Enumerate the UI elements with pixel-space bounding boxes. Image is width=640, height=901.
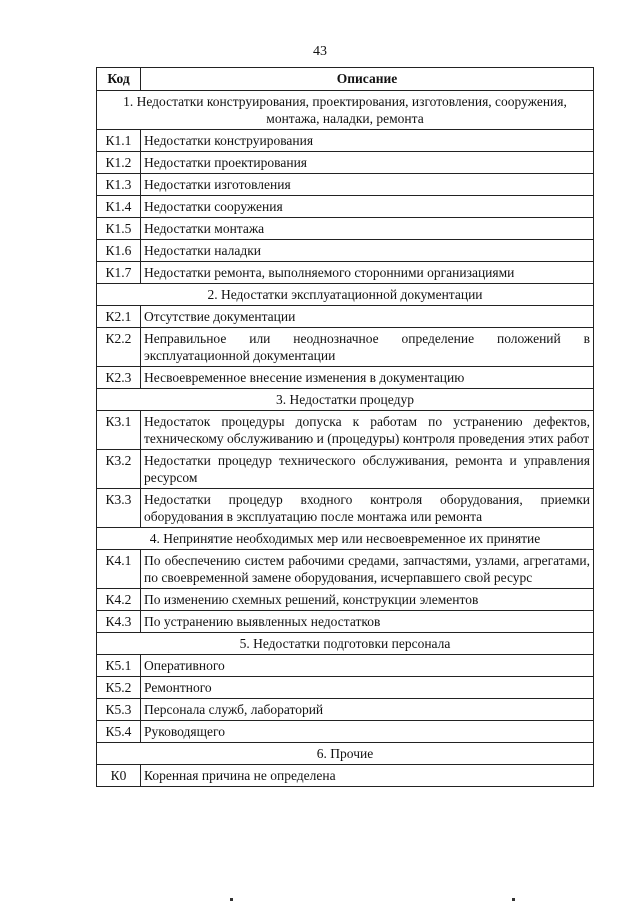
table-row bbox=[97, 655, 594, 677]
table-header-row bbox=[97, 68, 594, 91]
scan-artifacts bbox=[0, 895, 640, 901]
table-row bbox=[97, 306, 594, 328]
table-row bbox=[97, 589, 594, 611]
section-row bbox=[97, 528, 594, 550]
table-row bbox=[97, 196, 594, 218]
row-description: Оперативного bbox=[141, 655, 594, 677]
section-title: 5. Недостатки подготовки персонала bbox=[97, 633, 594, 655]
section-title: 4. Непринятие необходимых мер или несвоевременное их принятие bbox=[97, 528, 594, 550]
row-code: К1.1 bbox=[97, 130, 141, 152]
section-row bbox=[97, 389, 594, 411]
row-code: К1.2 bbox=[97, 152, 141, 174]
table-row bbox=[97, 489, 594, 528]
row-description: По обеспечению систем рабочими средами, запчастями, узлами, агрегатами, по своевременной замене оборудования, исчерпавшего свой ресурс bbox=[141, 550, 594, 589]
row-description: Ремонтного bbox=[141, 677, 594, 699]
row-code: К4.3 bbox=[97, 611, 141, 633]
table-row bbox=[97, 262, 594, 284]
table-row bbox=[97, 152, 594, 174]
row-code: К0 bbox=[97, 765, 141, 787]
table-row bbox=[97, 765, 594, 787]
row-description: Недостатки процедур входного контроля оборудования, приемки оборудования в эксплуатацию после монтажа или ремонта bbox=[141, 489, 594, 528]
table-row bbox=[97, 450, 594, 489]
row-description: Недостатки изготовления bbox=[141, 174, 594, 196]
row-code: К5.1 bbox=[97, 655, 141, 677]
table-row bbox=[97, 550, 594, 589]
row-description: По устранению выявленных недостатков bbox=[141, 611, 594, 633]
row-description: Отсутствие документации bbox=[141, 306, 594, 328]
section-title: 3. Недостатки процедур bbox=[97, 389, 594, 411]
section-title: 1. Недостатки конструирования, проектирования, изготовления, сооружения, монтажа, наладки, ремонта bbox=[97, 91, 594, 130]
table-row bbox=[97, 240, 594, 262]
row-code: К2.3 bbox=[97, 367, 141, 389]
row-code: К2.1 bbox=[97, 306, 141, 328]
row-code: К4.1 bbox=[97, 550, 141, 589]
table-row bbox=[97, 328, 594, 367]
row-code: К3.3 bbox=[97, 489, 141, 528]
cause-codes-table bbox=[96, 67, 594, 787]
table-row bbox=[97, 218, 594, 240]
table-row bbox=[97, 174, 594, 196]
table-row bbox=[97, 699, 594, 721]
row-description: Коренная причина не определена bbox=[141, 765, 594, 787]
row-code: К4.2 bbox=[97, 589, 141, 611]
page-number: 43 bbox=[313, 44, 327, 59]
row-description: Руководящего bbox=[141, 721, 594, 743]
row-code: К1.7 bbox=[97, 262, 141, 284]
row-code: К3.1 bbox=[97, 411, 141, 450]
row-description: По изменению схемных решений, конструкции элементов bbox=[141, 589, 594, 611]
section-row bbox=[97, 633, 594, 655]
table-body bbox=[97, 91, 594, 787]
row-description: Недостатки наладки bbox=[141, 240, 594, 262]
table-row bbox=[97, 411, 594, 450]
table-row bbox=[97, 611, 594, 633]
section-row bbox=[97, 91, 594, 130]
table-row bbox=[97, 130, 594, 152]
row-description: Недостатки процедур технического обслуживания, ремонта и управления ресурсом bbox=[141, 450, 594, 489]
row-code: К2.2 bbox=[97, 328, 141, 367]
row-code: К1.4 bbox=[97, 196, 141, 218]
column-header-code: Код bbox=[97, 68, 141, 91]
row-code: К3.2 bbox=[97, 450, 141, 489]
row-code: К5.3 bbox=[97, 699, 141, 721]
row-description: Недостатки монтажа bbox=[141, 218, 594, 240]
row-code: К1.5 bbox=[97, 218, 141, 240]
row-description: Недостатки сооружения bbox=[141, 196, 594, 218]
row-description: Несвоевременное внесение изменения в документацию bbox=[141, 367, 594, 389]
table-row bbox=[97, 367, 594, 389]
table-row bbox=[97, 721, 594, 743]
row-description: Персонала служб, лабораторий bbox=[141, 699, 594, 721]
table-row bbox=[97, 677, 594, 699]
row-code: К1.6 bbox=[97, 240, 141, 262]
section-title: 6. Прочие bbox=[97, 743, 594, 765]
section-row bbox=[97, 284, 594, 306]
section-row bbox=[97, 743, 594, 765]
row-description: Недостатки конструирования bbox=[141, 130, 594, 152]
row-description: Недостатки проектирования bbox=[141, 152, 594, 174]
row-code: К1.3 bbox=[97, 174, 141, 196]
row-code: К5.2 bbox=[97, 677, 141, 699]
column-header-description: Описание bbox=[141, 68, 594, 91]
row-description: Недостатки ремонта, выполняемого сторонними организациями bbox=[141, 262, 594, 284]
row-description: Недостаток процедуры допуска к работам по устранению дефектов, техническому обслуживанию и (процедуры) контроля проведения этих работ bbox=[141, 411, 594, 450]
section-title: 2. Недостатки эксплуатационной документации bbox=[97, 284, 594, 306]
row-code: К5.4 bbox=[97, 721, 141, 743]
row-description: Неправильное или неоднозначное определение положений в эксплуатационной документации bbox=[141, 328, 594, 367]
